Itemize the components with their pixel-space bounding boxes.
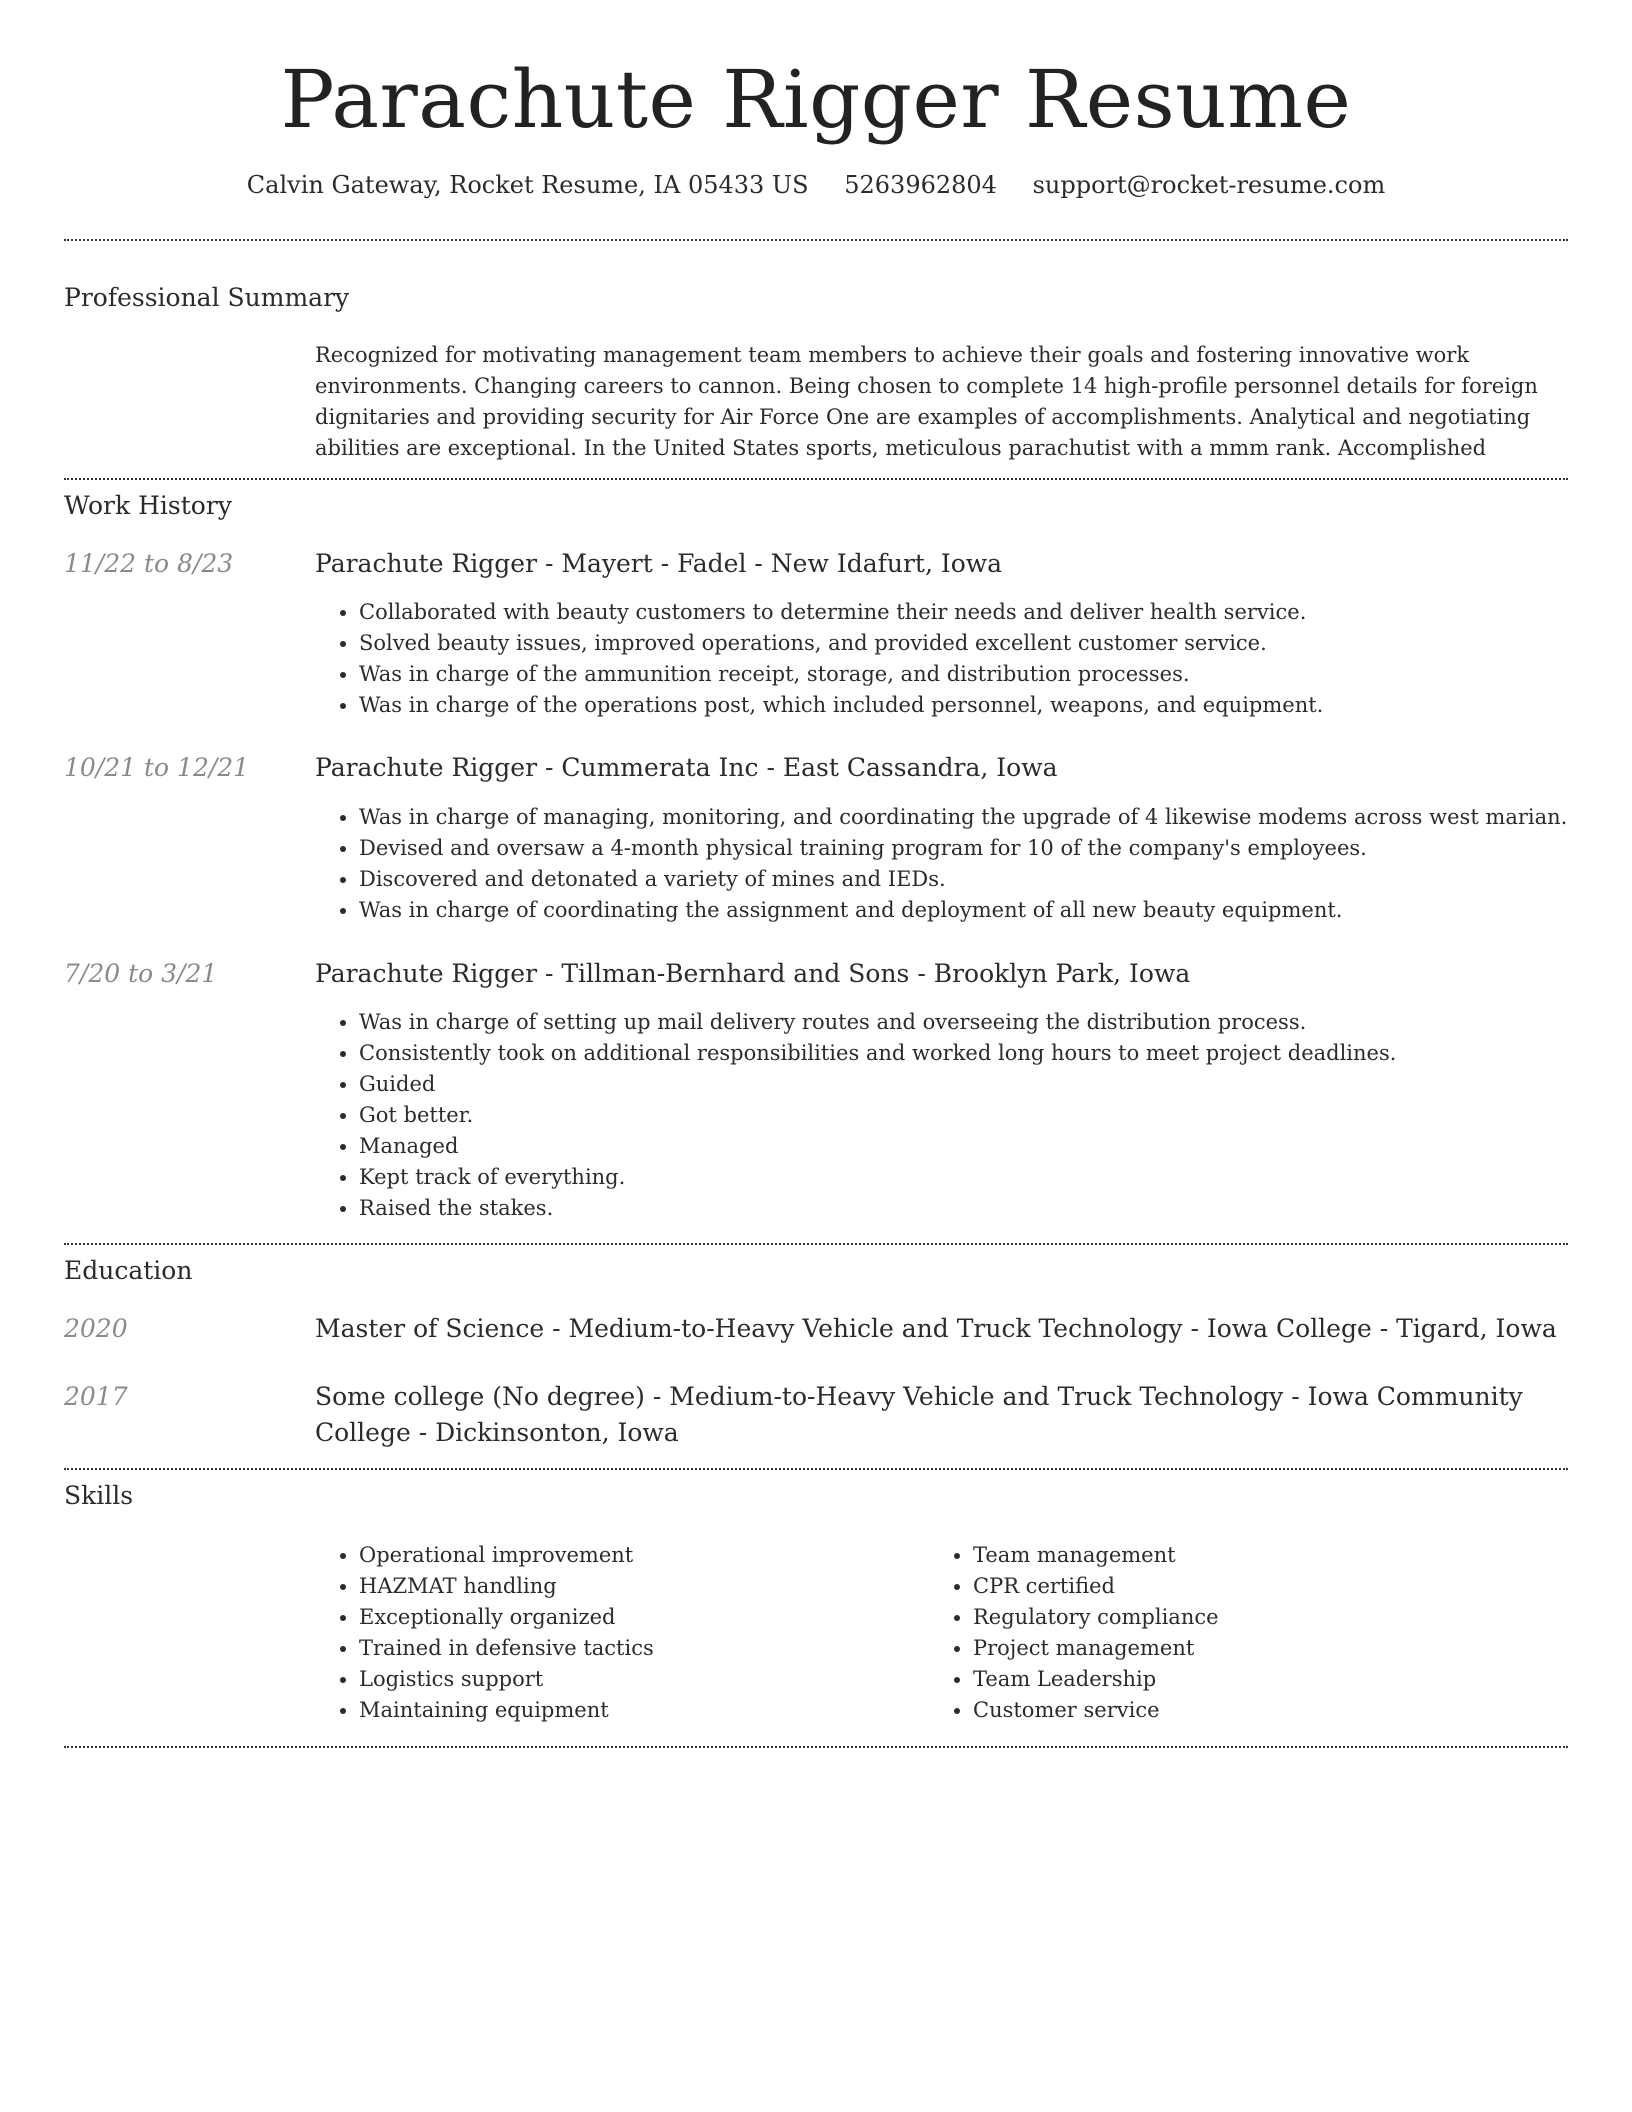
list-item: • Trained in defensive tactics: [359, 1633, 654, 1664]
list-item: • Was in charge of managing, monitoring, and coordinating the upgrade of 4 likewise modems across west marian.: [359, 802, 1567, 833]
summary-heading: Professional Summary: [64, 283, 350, 312]
list-item: • HAZMAT handling: [359, 1571, 654, 1602]
job-dates: 7/20 to 3/21: [64, 959, 218, 988]
work-divider: [64, 1243, 1568, 1245]
skills-list-right: [929, 1540, 1219, 1726]
contact-phone: 5263962804: [844, 171, 997, 199]
list-item: • Team Leadership: [973, 1664, 1219, 1695]
work-history-heading: Work History: [64, 491, 232, 520]
list-item: • Exceptionally organized: [359, 1602, 654, 1633]
contact-email: support@rocket-resume.com: [1032, 171, 1386, 199]
list-item: • Devised and oversaw a 4-month physical training program for 10 of the company's employees.: [359, 833, 1567, 864]
education-heading: Education: [64, 1256, 193, 1285]
skills-divider: [64, 1746, 1568, 1748]
list-item: • Got better.: [359, 1100, 1396, 1131]
education-title: Some college (No degree) - Medium-to-Heavy Vehicle and Truck Technology - Iowa Community College - Dickinsonton, Iowa: [315, 1382, 1523, 1447]
list-item: • Solved beauty issues, improved operations, and provided excellent customer service.: [359, 628, 1323, 659]
list-item: • Raised the stakes.: [359, 1193, 1396, 1224]
job-dates: 11/22 to 8/23: [64, 549, 234, 578]
skills-heading: Skills: [64, 1481, 134, 1510]
list-item: • Was in charge of setting up mail delivery routes and overseeing the distribution process.: [359, 1007, 1396, 1038]
list-item: • Was in charge of the ammunition receipt, storage, and distribution processes.: [359, 659, 1323, 690]
summary-text: Recognized for motivating management team members to achieve their goals and fostering innovative work environments. Changing careers to cannon. Being chosen to complete 14 high-profile personnel details for foreign dignitaries and providing security for Air Force One are examples of accomplishments. Analytical and negotiating abilities are exceptional. In the United States sports, meticulous parachutist with a mmm rank. Accomplished: [315, 343, 1538, 460]
list-item: • Team management: [973, 1540, 1219, 1571]
list-item: • Operational improvement: [359, 1540, 654, 1571]
job-title: Parachute Rigger - Mayert - Fadel - New Idafurt, Iowa: [315, 549, 1003, 578]
list-item: • Managed: [359, 1131, 1396, 1162]
list-item: • Was in charge of the operations post, which included personnel, weapons, and equipment.: [359, 690, 1323, 721]
job-bullets: [315, 597, 1323, 721]
contact-address: Calvin Gateway, Rocket Resume, IA 05433 US: [246, 171, 809, 199]
education-year: 2020: [64, 1314, 128, 1343]
list-item: • Logistics support: [359, 1664, 654, 1695]
job-bullets: [315, 802, 1567, 926]
job-dates: 10/21 to 12/21: [64, 753, 250, 782]
resume-title: Parachute Rigger Resume: [280, 53, 1352, 146]
list-item: • Collaborated with beauty customers to determine their needs and deliver health service.: [359, 597, 1323, 628]
list-item: • Consistently took on additional responsibilities and worked long hours to meet project deadlines.: [359, 1038, 1396, 1069]
list-item: • Was in charge of coordinating the assignment and deployment of all new beauty equipment.: [359, 895, 1567, 926]
list-item: • CPR certified: [973, 1571, 1219, 1602]
list-item: • Maintaining equipment: [359, 1695, 654, 1726]
education-title: Master of Science - Medium-to-Heavy Vehicle and Truck Technology - Iowa College - Tigard, Iowa: [315, 1314, 1557, 1343]
contact-line: [0, 168, 1632, 202]
education-year: 2017: [64, 1382, 128, 1411]
header-divider: [64, 239, 1568, 241]
job-title: Parachute Rigger - Tillman-Bernhard and Sons - Brooklyn Park, Iowa: [315, 959, 1191, 988]
list-item: • Discovered and detonated a variety of mines and IEDs.: [359, 864, 1567, 895]
job-bullets: [315, 1007, 1396, 1224]
education-divider: [64, 1468, 1568, 1470]
list-item: • Regulatory compliance: [973, 1602, 1219, 1633]
list-item: • Guided: [359, 1069, 1396, 1100]
list-item: • Customer service: [973, 1695, 1219, 1726]
list-item: • Project management: [973, 1633, 1219, 1664]
skills-list-left: [315, 1540, 654, 1726]
summary-divider: [64, 478, 1568, 480]
list-item: • Kept track of everything.: [359, 1162, 1396, 1193]
job-title: Parachute Rigger - Cummerata Inc - East Cassandra, Iowa: [315, 753, 1058, 782]
